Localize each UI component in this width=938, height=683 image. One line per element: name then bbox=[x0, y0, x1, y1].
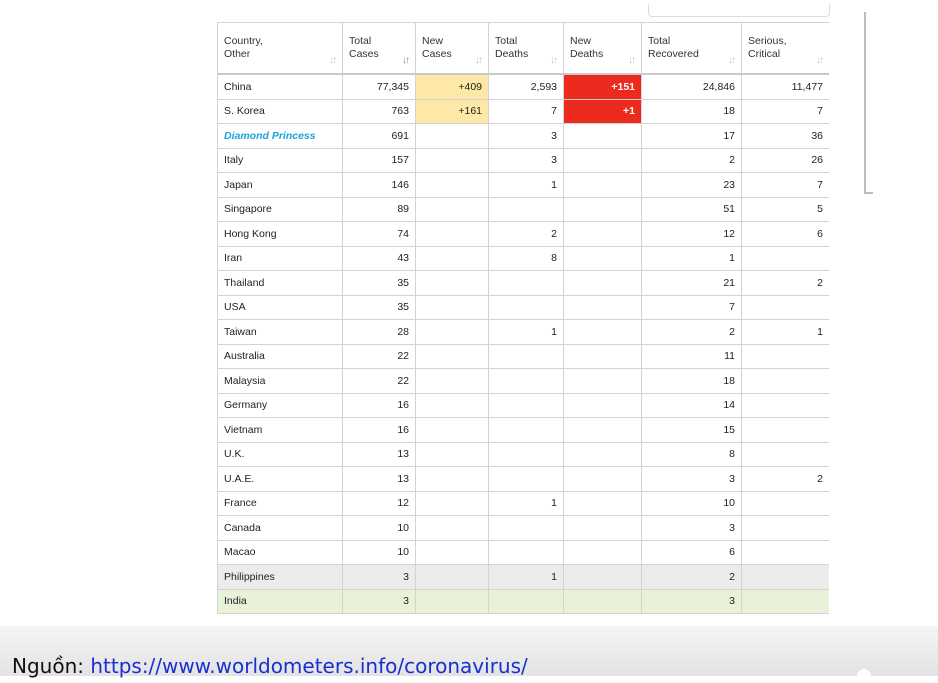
cell-country: Canada bbox=[218, 516, 343, 541]
cell-country: Hong Kong bbox=[218, 222, 343, 247]
cell-total-deaths bbox=[489, 271, 564, 296]
header-label-line1: Serious, bbox=[748, 35, 787, 47]
sort-icon[interactable]: ↓↑ bbox=[475, 55, 481, 66]
cell-serious-critical: 36 bbox=[742, 124, 830, 149]
header-total-deaths[interactable] bbox=[489, 23, 564, 75]
cell-total-deaths: 1 bbox=[489, 173, 564, 198]
cell-total-cases: 22 bbox=[343, 369, 416, 394]
cell-total-deaths: 2 bbox=[489, 222, 564, 247]
cell-country: Iran bbox=[218, 246, 343, 271]
cell-total-recovered: 8 bbox=[642, 442, 742, 467]
header-label-line2: Recovered bbox=[648, 48, 699, 60]
cell-new-deaths bbox=[564, 246, 642, 271]
cell-total-deaths: 8 bbox=[489, 246, 564, 271]
cell-new-cases bbox=[416, 565, 489, 590]
cell-serious-critical: 1 bbox=[742, 320, 830, 345]
cell-total-cases: 43 bbox=[343, 246, 416, 271]
cell-total-recovered: 3 bbox=[642, 589, 742, 614]
table-row bbox=[218, 418, 830, 443]
header-new-deaths[interactable] bbox=[564, 23, 642, 75]
table-row bbox=[218, 197, 830, 222]
cell-total-recovered: 3 bbox=[642, 467, 742, 492]
cell-new-cases bbox=[416, 442, 489, 467]
cell-total-recovered: 12 bbox=[642, 222, 742, 247]
cell-total-cases: 763 bbox=[343, 99, 416, 124]
cell-total-cases: 157 bbox=[343, 148, 416, 173]
sort-icon[interactable]: ↓↑ bbox=[402, 55, 408, 66]
header-label-line1: Country, bbox=[224, 35, 263, 47]
cell-serious-critical: 2 bbox=[742, 271, 830, 296]
cell-total-recovered: 2 bbox=[642, 320, 742, 345]
cell-total-recovered: 6 bbox=[642, 540, 742, 565]
cell-serious-critical: 6 bbox=[742, 222, 830, 247]
cell-total-deaths bbox=[489, 197, 564, 222]
cell-new-cases bbox=[416, 246, 489, 271]
cell-new-cases bbox=[416, 197, 489, 222]
table-row bbox=[218, 222, 830, 247]
cell-new-deaths: +1 bbox=[564, 99, 642, 124]
cell-serious-critical bbox=[742, 540, 830, 565]
cell-total-cases: 146 bbox=[343, 173, 416, 198]
table-body bbox=[218, 74, 830, 614]
cell-country: France bbox=[218, 491, 343, 516]
table-row bbox=[218, 516, 830, 541]
cell-new-cases bbox=[416, 491, 489, 516]
cell-new-deaths: +151 bbox=[564, 74, 642, 99]
cell-new-deaths bbox=[564, 320, 642, 345]
cell-total-deaths bbox=[489, 540, 564, 565]
cell-serious-critical bbox=[742, 418, 830, 443]
cell-total-deaths bbox=[489, 589, 564, 614]
cell-new-deaths bbox=[564, 369, 642, 394]
table-row bbox=[218, 369, 830, 394]
table-row bbox=[218, 442, 830, 467]
cell-total-recovered: 11 bbox=[642, 344, 742, 369]
sort-icon[interactable]: ↓↑ bbox=[628, 55, 634, 66]
cell-serious-critical: 5 bbox=[742, 197, 830, 222]
coronavirus-table bbox=[217, 22, 829, 614]
cell-country: S. Korea bbox=[218, 99, 343, 124]
cell-total-cases: 28 bbox=[343, 320, 416, 345]
cell-new-cases bbox=[416, 393, 489, 418]
cell-new-cases bbox=[416, 295, 489, 320]
table-row bbox=[218, 74, 830, 99]
cell-new-deaths bbox=[564, 516, 642, 541]
cell-serious-critical bbox=[742, 295, 830, 320]
coronavirus-table-container bbox=[217, 22, 829, 626]
cell-new-cases bbox=[416, 222, 489, 247]
header-new-cases[interactable] bbox=[416, 23, 489, 75]
cell-total-cases: 12 bbox=[343, 491, 416, 516]
cell-total-recovered: 51 bbox=[642, 197, 742, 222]
table-row bbox=[218, 173, 830, 198]
cell-total-deaths bbox=[489, 467, 564, 492]
circle-icon bbox=[857, 669, 871, 683]
cell-serious-critical bbox=[742, 516, 830, 541]
cell-new-deaths bbox=[564, 197, 642, 222]
cell-serious-critical: 2 bbox=[742, 467, 830, 492]
cell-total-deaths: 1 bbox=[489, 491, 564, 516]
cell-total-recovered: 18 bbox=[642, 369, 742, 394]
cell-total-cases: 691 bbox=[343, 124, 416, 149]
cell-total-cases: 16 bbox=[343, 418, 416, 443]
sort-icon[interactable]: ↓↑ bbox=[816, 55, 822, 66]
header-country[interactable] bbox=[218, 23, 343, 75]
cell-total-deaths bbox=[489, 344, 564, 369]
country-link[interactable]: Diamond Princess bbox=[224, 129, 316, 142]
scrollbar[interactable] bbox=[864, 12, 873, 194]
header-label-line1: Total bbox=[349, 35, 372, 47]
table-row bbox=[218, 344, 830, 369]
cell-new-cases: +409 bbox=[416, 74, 489, 99]
table-row bbox=[218, 320, 830, 345]
header-total-cases[interactable] bbox=[343, 23, 416, 75]
cell-total-recovered: 2 bbox=[642, 148, 742, 173]
cell-country: Philippines bbox=[218, 565, 343, 590]
cell-total-recovered: 2 bbox=[642, 565, 742, 590]
cell-total-cases: 35 bbox=[343, 271, 416, 296]
cell-new-cases bbox=[416, 540, 489, 565]
cell-serious-critical bbox=[742, 369, 830, 394]
header-serious-critical[interactable] bbox=[742, 23, 830, 75]
cell-new-deaths bbox=[564, 418, 642, 443]
header-label-line1: New bbox=[422, 35, 444, 47]
cell-total-recovered: 10 bbox=[642, 491, 742, 516]
cell-new-cases bbox=[416, 173, 489, 198]
table-row bbox=[218, 589, 830, 614]
cell-total-cases: 77,345 bbox=[343, 74, 416, 99]
cell-total-deaths: 3 bbox=[489, 124, 564, 149]
source-link[interactable]: https://www.worldometers.info/coronavirus/ bbox=[90, 654, 528, 678]
table-row bbox=[218, 271, 830, 296]
cell-country: Thailand bbox=[218, 271, 343, 296]
table-row bbox=[218, 148, 830, 173]
cell-total-deaths: 3 bbox=[489, 148, 564, 173]
cell-country: Japan bbox=[218, 173, 343, 198]
table-row bbox=[218, 467, 830, 492]
sort-icon[interactable]: ↓↑ bbox=[728, 55, 734, 66]
cell-new-deaths bbox=[564, 589, 642, 614]
cell-total-recovered: 24,846 bbox=[642, 74, 742, 99]
cell-new-cases bbox=[416, 320, 489, 345]
cell-serious-critical: 11,477 bbox=[742, 74, 830, 99]
cell-new-deaths bbox=[564, 124, 642, 149]
header-label-line2: Critical bbox=[748, 48, 781, 60]
cell-country: Singapore bbox=[218, 197, 343, 222]
header-label-line2: Other bbox=[224, 48, 251, 60]
cell-country: U.K. bbox=[218, 442, 343, 467]
sort-icon[interactable]: ↓↑ bbox=[329, 55, 335, 66]
table-row bbox=[218, 491, 830, 516]
cell-new-deaths bbox=[564, 540, 642, 565]
cell-total-recovered: 21 bbox=[642, 271, 742, 296]
cell-country: Germany bbox=[218, 393, 343, 418]
cell-total-cases: 10 bbox=[343, 540, 416, 565]
cell-serious-critical: 7 bbox=[742, 173, 830, 198]
cell-total-deaths bbox=[489, 516, 564, 541]
header-label-line2: Deaths bbox=[570, 48, 604, 60]
cell-country: Macao bbox=[218, 540, 343, 565]
cell-new-deaths bbox=[564, 295, 642, 320]
cell-new-cases bbox=[416, 148, 489, 173]
cell-new-deaths bbox=[564, 344, 642, 369]
header-label-line2: Cases bbox=[349, 48, 379, 60]
cell-new-cases bbox=[416, 589, 489, 614]
header-label-line2: Cases bbox=[422, 48, 452, 60]
cell-total-deaths bbox=[489, 295, 564, 320]
cell-serious-critical bbox=[742, 344, 830, 369]
cell-new-cases bbox=[416, 344, 489, 369]
cell-new-deaths bbox=[564, 565, 642, 590]
cell-serious-critical bbox=[742, 491, 830, 516]
cell-total-cases: 74 bbox=[343, 222, 416, 247]
table-row bbox=[218, 246, 830, 271]
cell-new-deaths bbox=[564, 222, 642, 247]
sort-icon[interactable]: ↓↑ bbox=[550, 55, 556, 66]
cell-new-cases bbox=[416, 124, 489, 149]
cell-total-cases: 13 bbox=[343, 467, 416, 492]
table-row bbox=[218, 295, 830, 320]
cell-total-cases: 10 bbox=[343, 516, 416, 541]
table-row bbox=[218, 99, 830, 124]
cell-new-deaths bbox=[564, 173, 642, 198]
cell-serious-critical: 7 bbox=[742, 99, 830, 124]
cell-country: India bbox=[218, 589, 343, 614]
search-box[interactable] bbox=[648, 4, 830, 17]
cell-total-deaths bbox=[489, 418, 564, 443]
cell-total-recovered: 17 bbox=[642, 124, 742, 149]
source-caption bbox=[12, 654, 528, 678]
table-row bbox=[218, 540, 830, 565]
cell-total-recovered: 3 bbox=[642, 516, 742, 541]
cell-total-deaths: 7 bbox=[489, 99, 564, 124]
cell-total-recovered: 15 bbox=[642, 418, 742, 443]
cell-total-recovered: 14 bbox=[642, 393, 742, 418]
cell-new-deaths bbox=[564, 467, 642, 492]
cell-new-deaths bbox=[564, 442, 642, 467]
table-row bbox=[218, 393, 830, 418]
cell-country: Taiwan bbox=[218, 320, 343, 345]
cell-new-cases bbox=[416, 369, 489, 394]
cell-total-cases: 22 bbox=[343, 344, 416, 369]
cell-country: Australia bbox=[218, 344, 343, 369]
source-label: Nguồn: bbox=[12, 654, 91, 678]
cell-new-cases bbox=[416, 467, 489, 492]
cell-new-deaths bbox=[564, 491, 642, 516]
cell-new-cases bbox=[416, 516, 489, 541]
cell-total-recovered: 1 bbox=[642, 246, 742, 271]
cell-country: China bbox=[218, 74, 343, 99]
header-label-line2: Deaths bbox=[495, 48, 529, 60]
cell-new-cases bbox=[416, 271, 489, 296]
cell-total-deaths: 2,593 bbox=[489, 74, 564, 99]
cell-new-cases bbox=[416, 418, 489, 443]
cell-total-recovered: 18 bbox=[642, 99, 742, 124]
header-total-recovered[interactable] bbox=[642, 23, 742, 75]
cell-serious-critical bbox=[742, 393, 830, 418]
cell-total-deaths bbox=[489, 393, 564, 418]
cell-total-cases: 13 bbox=[343, 442, 416, 467]
cell-serious-critical: 26 bbox=[742, 148, 830, 173]
cell-total-deaths bbox=[489, 369, 564, 394]
cell-total-cases: 35 bbox=[343, 295, 416, 320]
table-row bbox=[218, 565, 830, 590]
cell-total-cases: 3 bbox=[343, 589, 416, 614]
cell-total-recovered: 23 bbox=[642, 173, 742, 198]
cell-total-cases: 16 bbox=[343, 393, 416, 418]
cell-new-cases: +161 bbox=[416, 99, 489, 124]
cell-country: Malaysia bbox=[218, 369, 343, 394]
cell-total-deaths: 1 bbox=[489, 565, 564, 590]
cell-serious-critical bbox=[742, 589, 830, 614]
cell-total-recovered: 7 bbox=[642, 295, 742, 320]
header-label-line1: New bbox=[570, 35, 592, 47]
cell-total-cases: 3 bbox=[343, 565, 416, 590]
cell-serious-critical bbox=[742, 565, 830, 590]
cell-serious-critical bbox=[742, 246, 830, 271]
header-label-line1: Total bbox=[648, 35, 671, 47]
cell-serious-critical bbox=[742, 442, 830, 467]
cell-new-deaths bbox=[564, 271, 642, 296]
cell-total-deaths: 1 bbox=[489, 320, 564, 345]
header-label-line1: Total bbox=[495, 35, 518, 47]
cell-country: U.A.E. bbox=[218, 467, 343, 492]
cell-country: USA bbox=[218, 295, 343, 320]
cell-country: Vietnam bbox=[218, 418, 343, 443]
cell-total-deaths bbox=[489, 442, 564, 467]
table-row bbox=[218, 124, 830, 149]
cell-new-deaths bbox=[564, 393, 642, 418]
cell-country bbox=[218, 124, 343, 149]
cell-country: Italy bbox=[218, 148, 343, 173]
cell-total-cases: 89 bbox=[343, 197, 416, 222]
cell-new-deaths bbox=[564, 148, 642, 173]
table-header-row bbox=[218, 23, 830, 75]
